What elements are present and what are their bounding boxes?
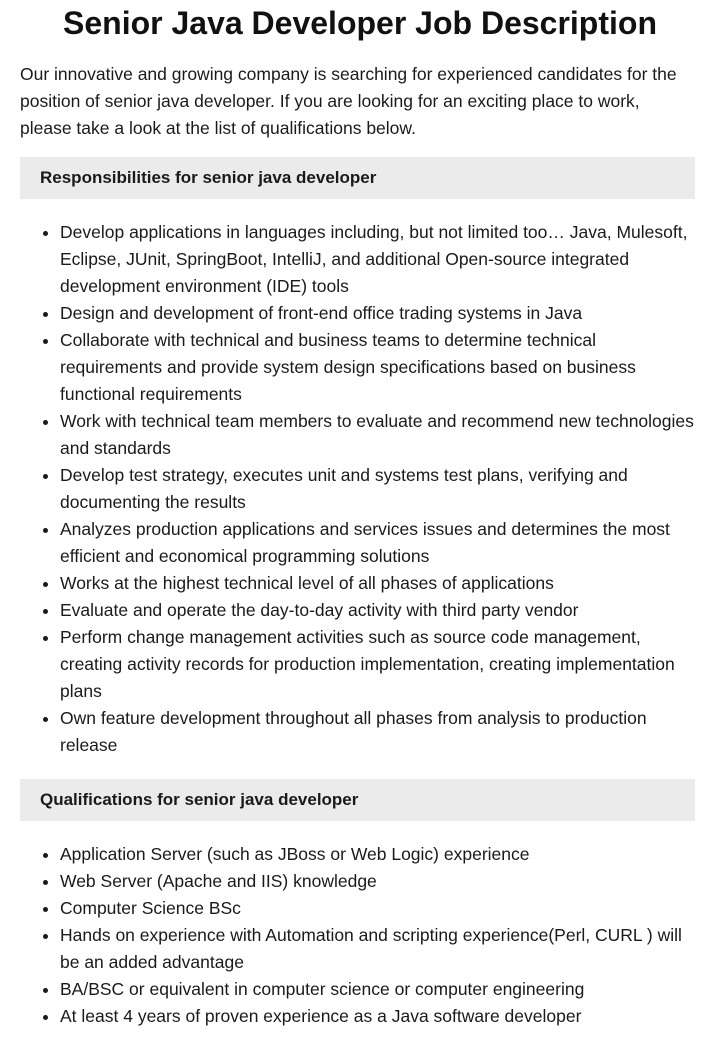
list-item: • Hands on experience with Automation and scripting experience(Perl, CURL ) will be an added advantage	[60, 922, 695, 976]
list-item: • Work with technical team members to evaluate and recommend new technologies and standards	[60, 408, 695, 462]
qualifications-list	[20, 841, 695, 1030]
intro-paragraph: Our innovative and growing company is searching for experienced candidates for the position of senior java developer. If you are looking for an exciting place to work, please take a look at the list of qualifications below.	[20, 64, 677, 138]
list-item: • BA/BSC or equivalent in computer science or computer engineering	[60, 976, 695, 1003]
responsibilities-heading: Responsibilities for senior java developer	[20, 157, 695, 199]
list-item: • Computer Science BSc	[60, 895, 695, 922]
page-title: Senior Java Developer Job Description	[63, 5, 657, 41]
list-item: • Web Server (Apache and IIS) knowledge	[60, 868, 695, 895]
list-item: • Develop applications in languages including, but not limited too… Java, Mulesoft, Eclipse, JUnit, SpringBoot, IntelliJ, and additional Open-source integrated development environment (IDE) tools	[60, 219, 695, 300]
list-item: • Design and development of front-end office trading systems in Java	[60, 300, 695, 327]
list-item: • Works at the highest technical level of all phases of applications	[60, 570, 695, 597]
responsibilities-list	[20, 219, 695, 759]
list-item: • Develop test strategy, executes unit and systems test plans, verifying and documenting the results	[60, 462, 695, 516]
list-item: • Collaborate with technical and business teams to determine technical requirements and provide system design specifications based on business functional requirements	[60, 327, 695, 408]
list-item: • Analyzes production applications and services issues and determines the most efficient and economical programming solutions	[60, 516, 695, 570]
list-item: • Perform change management activities such as source code management, creating activity records for production implementation, creating implementation plans	[60, 624, 695, 705]
qualifications-heading: Qualifications for senior java developer	[20, 779, 695, 821]
list-item: • Evaluate and operate the day-to-day activity with third party vendor	[60, 597, 695, 624]
list-item: • Own feature development throughout all phases from analysis to production release	[60, 705, 695, 759]
list-item: • Application Server (such as JBoss or Web Logic) experience	[60, 841, 695, 868]
list-item: • At least 4 years of proven experience as a Java software developer	[60, 1003, 695, 1030]
